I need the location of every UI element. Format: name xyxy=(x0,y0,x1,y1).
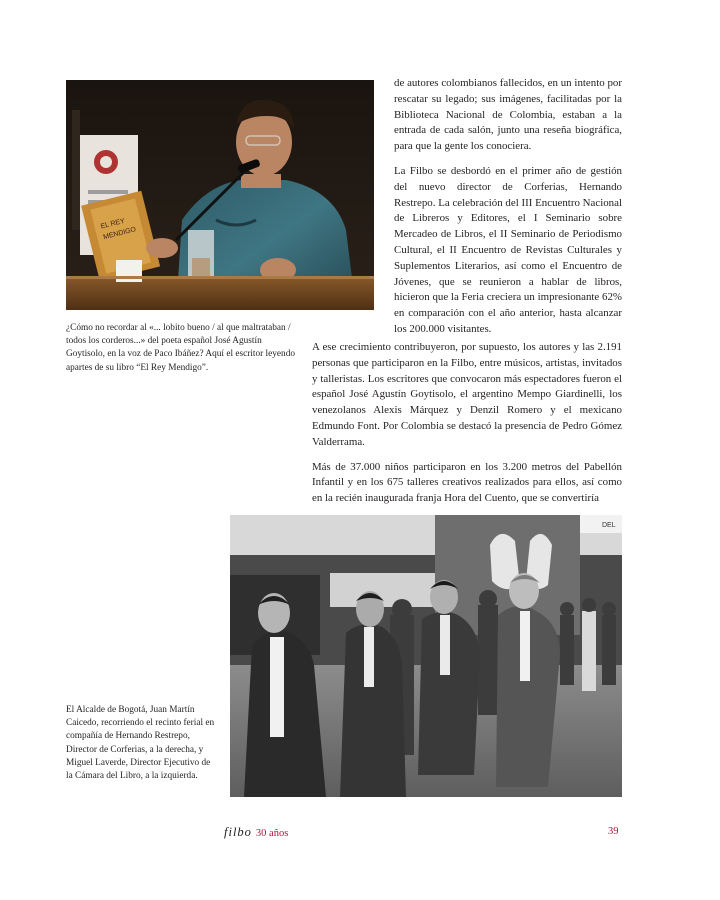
paragraph: A ese crecimiento contribuyeron, por supuesto, los autores y las 2.191 personas que participaron en la Filbo, entre músicos, artistas, invitados y talleristas. Los escritores que convocaron más espectadores fueron el español José Agustín Goytisolo, el argentino Mempo Giardinelli, los venezolanos Alexis Márquez y Denzil Romero y el mexicano Edmundo Font. Por Colombia se destacó la presencia de Pedro Gómez Valderrama. xyxy=(312,341,622,448)
photo-officials-walking xyxy=(230,515,622,797)
banner-text: DEL xyxy=(602,522,616,529)
paragraph: de autores colombianos fallecidos, en un intento por rescatar su legado; sus imágenes, facilitadas por la Biblioteca Nacional de Colombia, estaban a la entrada de cada salón, junto una reseña biográfica, para que la gente los conociera. xyxy=(394,77,622,153)
paragraph: La Filbo se desbordó en el primer año de gestión del nuevo director de Corferias, Hernando Restrepo. La celebración del III Encuentro Nacional de Libreros y Editores, el I Seminario sobre Mercadeo de Libros, el II Seminario de Periodismo Cultural, el II Encuentro de Revistas Culturales y Suplementos Literarios, así como el Encuentro de Jóvenes, que se reunieron a hablar de libros, hicieron que la Feria creciera un impresionante 62% en comparación con el año anterior, hasta alcanzar los 200.000 visitantes. xyxy=(394,164,622,335)
caption-officials-walking: El Alcalde de Bogotá, Juan Martín Caicedo, recorriendo el recinto ferial en compañía de Hernando Restrepo, Director de Corferias, a la derecha, y Miguel Laverde, Director Ejecutivo de la Cámara del Libro, a la izquierda. xyxy=(66,705,215,782)
brand-logo: filbo xyxy=(224,825,252,839)
book-cover-line1: EL REY xyxy=(99,217,126,231)
caption-writer-reading: ¿Cómo no recordar al «... lobito bueno / al que maltrataban / todos los corderos...» del poeta español José Agustín Goytisolo, en la voz de Paco Ibáñez? Aquí el escritor leyendo apartes de su libro “El Rey Mendigo”. xyxy=(66,323,295,373)
paragraph: Más de 37.000 niños participaron en los 3.200 metros del Pabellón Infantil y en los 675 talleres creativos realizados para ellos, así como en la recién inaugurada franja Hora del Cuento, que se convertiría xyxy=(312,460,622,505)
page-number: 39 xyxy=(608,826,619,837)
footer-brand xyxy=(224,825,288,840)
book-cover-line2: MENDIGO xyxy=(102,226,137,242)
text-column-wide xyxy=(312,340,622,516)
text-column-right xyxy=(394,76,622,347)
brand-years: 30 años xyxy=(255,828,289,839)
photo-writer-reading xyxy=(66,80,374,310)
